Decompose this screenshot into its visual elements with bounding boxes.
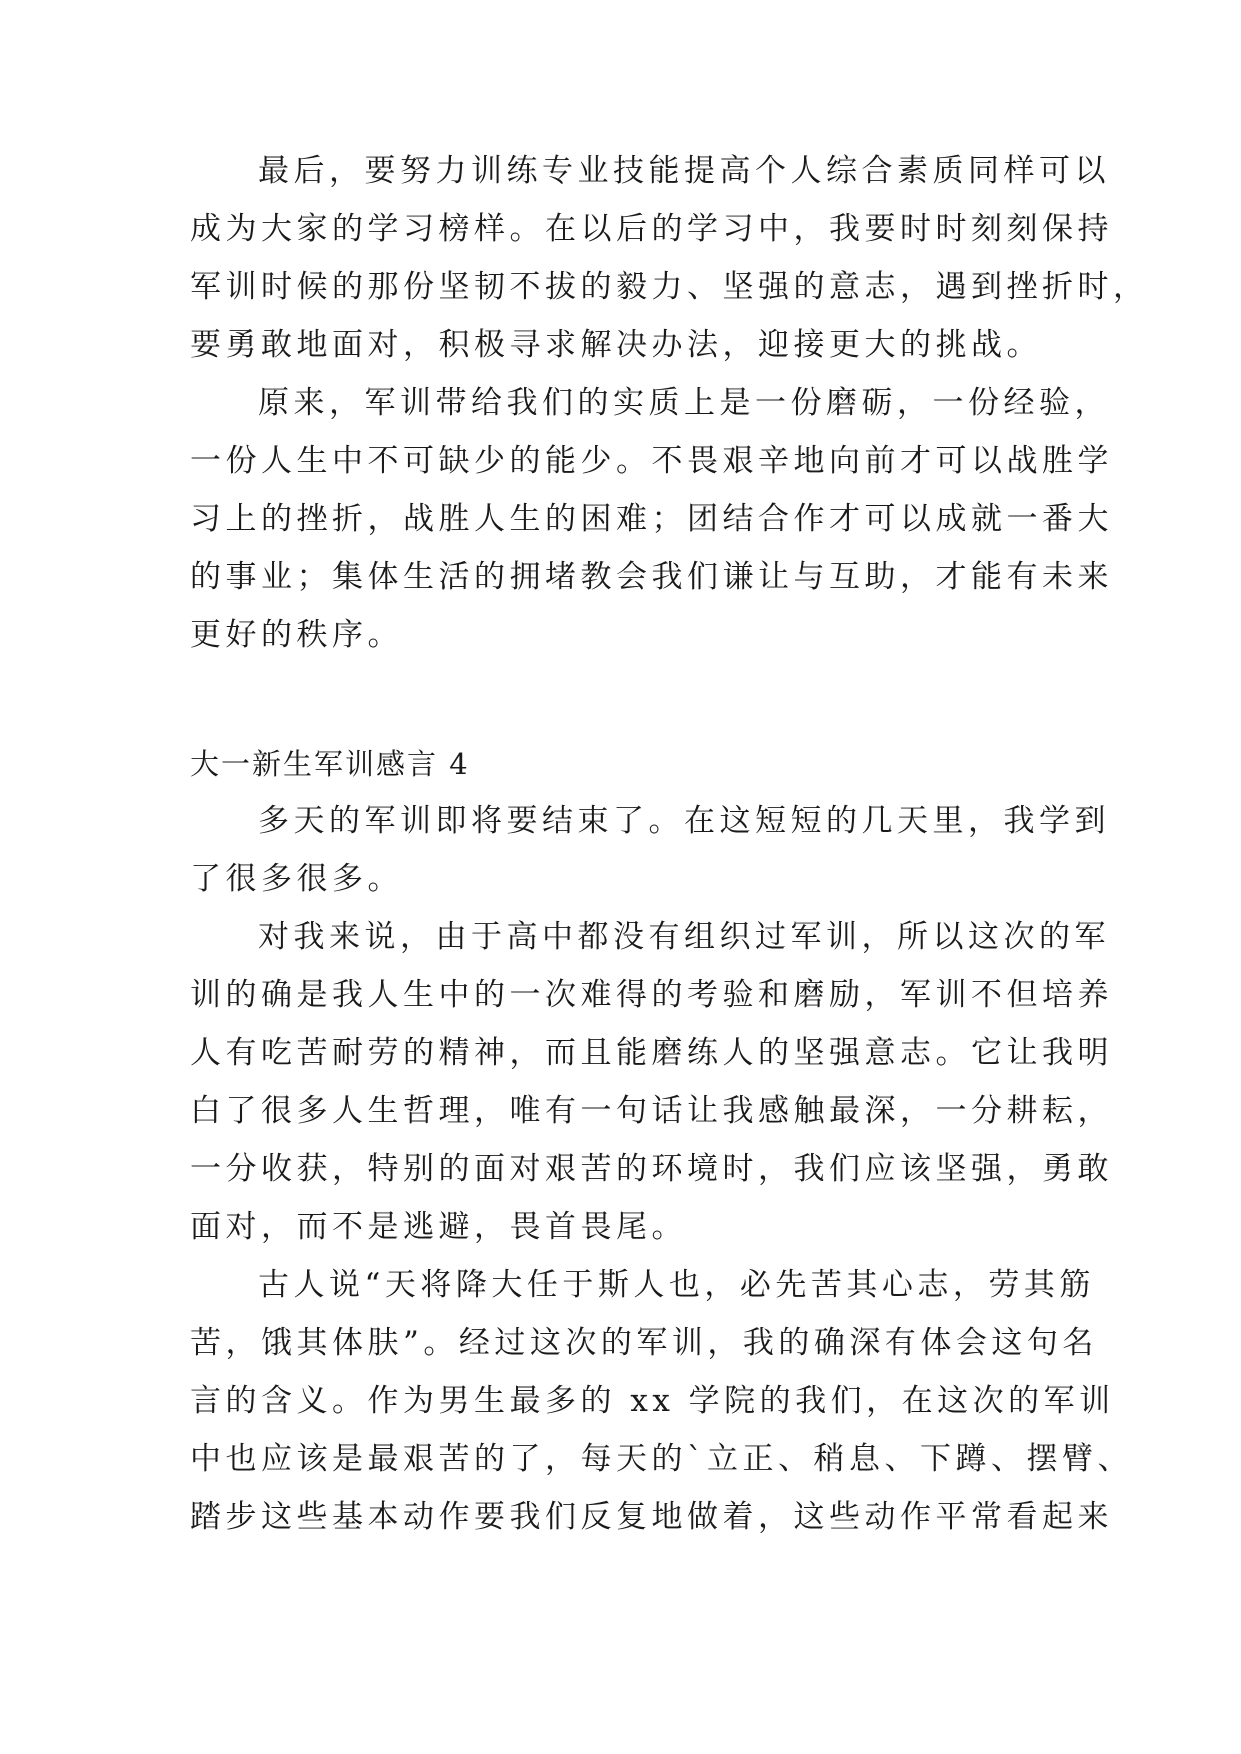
section-heading: 大一新生军训感言 4 [190,747,470,781]
text-line: 更好的秩序。 [190,617,403,653]
text-line: 一份人生中不可缺少的能少。不畏艰辛地向前才可以战胜学 [190,443,1113,479]
text-line: 人有吃苦耐劳的精神，而且能磨练人的坚强意志。它让我明 [190,1035,1113,1071]
text-line: 白了很多人生哲理，唯有一句话让我感触最深，一分耕耘， [190,1093,1113,1129]
text-line: 一分收获，特别的面对艰苦的环境时，我们应该坚强，勇敢 [190,1151,1113,1187]
text-line: 训的确是我人生中的一次难得的考验和磨励，军训不但培养 [190,977,1113,1013]
text-line: 要勇敢地面对，积极寻求解决办法，迎接更大的挑战。 [190,327,1042,363]
text-line: 言的含义。作为男生最多的 xx 学院的我们，在这次的军训 [190,1383,1115,1419]
text-line: 多天的军训即将要结束了。在这短短的几天里，我学到 [258,803,1110,839]
text-line: 苦，饿其体肤”。经过这次的军训，我的确深有体会这句名 [190,1325,1098,1361]
text-line: 军训时候的那份坚韧不拔的毅力、坚强的意志，遇到挫折时， [190,269,1149,305]
text-line: 最后，要努力训练专业技能提高个人综合素质同样可以 [258,153,1110,189]
text-line: 古人说“天将降大任于斯人也，必先苦其心志，劳其筋 [258,1267,1095,1303]
text-line: 的事业；集体生活的拥堵教会我们谦让与互助，才能有未来 [190,559,1113,595]
text-line: 原来，军训带给我们的实质上是一份磨砺，一份经验， [258,385,1110,421]
text-line: 对我来说，由于高中都没有组织过军训，所以这次的军 [258,919,1110,955]
text-line: 踏步这些基本动作要我们反复地做着，这些动作平常看起来 [190,1499,1113,1535]
text-line: 面对，而不是逃避，畏首畏尾。 [190,1209,687,1245]
text-line: 成为大家的学习榜样。在以后的学习中，我要时时刻刻保持 [190,211,1113,247]
text-line: 了很多很多。 [190,861,403,897]
text-line: 习上的挫折，战胜人生的困难；团结合作才可以成就一番大 [190,501,1113,537]
text-line: 中也应该是最艰苦的了，每天的`立正、稍息、下蹲、摆臂、 [190,1441,1133,1477]
